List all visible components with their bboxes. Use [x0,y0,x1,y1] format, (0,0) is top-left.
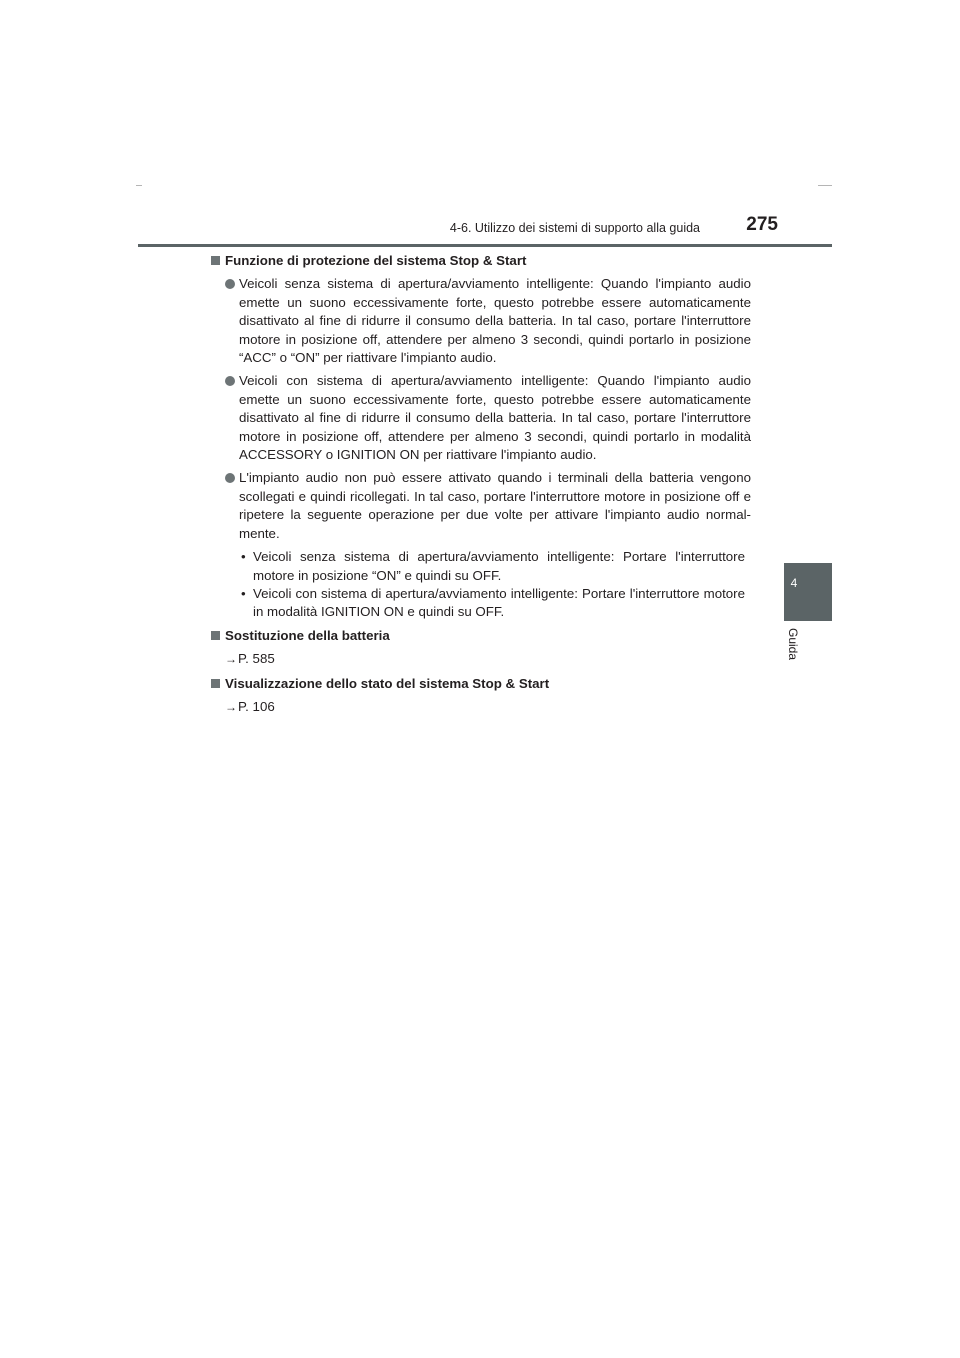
page-content [211,252,751,722]
sub-item [211,585,745,622]
reference-text: P. 585 [238,651,275,667]
circle-bullet-icon [225,473,235,483]
bullet-text: L'impianto audio non può essere attivato quando i terminali della batteria vengono scollegati e quindi ricollegati. In tal caso, portare l'interruttore motore in posizione off e ripetere la seguente operazione per due volte per attivare l'impianto audio normal-mente. [239,470,751,541]
sub-item [211,548,745,585]
arrow-right-icon: → [225,652,237,667]
sub-item-text: Veicoli senza sistema di apertura/avviamento intelligente: Portare l'interruttore motore in posizione “ON” e quindi su OFF. [253,549,745,583]
dot-marker: • [241,549,246,565]
page-reference-status[interactable] [211,698,751,716]
crop-mark-left [136,185,142,186]
bullet-item [211,469,751,543]
circle-bullet-icon [225,376,235,386]
heading-text: Funzione di protezione del sistema Stop & Start [225,253,527,268]
header-rule [138,244,832,247]
bullet-item [211,372,751,464]
crop-mark-right [818,185,832,186]
chapter-tab [784,563,832,621]
page-number: 275 [746,214,778,235]
square-bullet-icon [211,256,220,265]
square-bullet-icon [211,679,220,688]
square-bullet-icon [211,631,220,640]
sub-item-text: Veicoli con sistema di apertura/avviamento intelligente: Portare l'interruttore motore in modalità IGNITION ON e quindi su OFF. [253,585,745,620]
section-heading-status [211,675,751,693]
dot-marker: • [241,585,246,601]
running-header-section: 4-6. Utilizzo dei sistemi di supporto alla guida [449,221,700,235]
page-reference-battery[interactable] [211,650,751,668]
reference-text: P. 106 [238,698,275,714]
bullet-item [211,275,751,367]
bullet-text: Veicoli senza sistema di apertura/avviamento intelligente: Quando l'impianto audio emette un suono eccessivamente forte, questo potrebbe essere automaticamente disattivato al fine di ridurre il consumo della batteria. In tal caso, portare l'interruttore motore in posizione off, attendere per almeno 3 secondi, quindi portarlo in posizione “ACC” o “ON” per riattivare l'impianto audio. [239,276,751,366]
heading-text: Visualizzazione dello stato del sistema Stop & Start [225,675,550,691]
section-heading-battery [211,627,751,645]
circle-bullet-icon [225,279,235,289]
arrow-right-icon: → [225,699,237,714]
sub-list [211,548,751,622]
chapter-tab-number: 4 [790,576,798,590]
heading-text: Sostituzione della batteria [225,627,390,643]
chapter-tab-label: Guida [786,628,800,661]
section-heading-protection [211,252,751,270]
bullet-text: Veicoli con sistema di apertura/avviamento intelligente: Quando l'impianto audio emette un suono eccessivamente forte, questo potrebbe essere automaticamente disattivato al fine di ridurre il consumo della batteria. In tal caso, portare l'interruttore motore in posizione off, attendere per almeno 3 secondi, quindi portarlo in modalità ACCESSORY o IGNITION ON per riattivare l'impianto audio. [239,373,751,463]
